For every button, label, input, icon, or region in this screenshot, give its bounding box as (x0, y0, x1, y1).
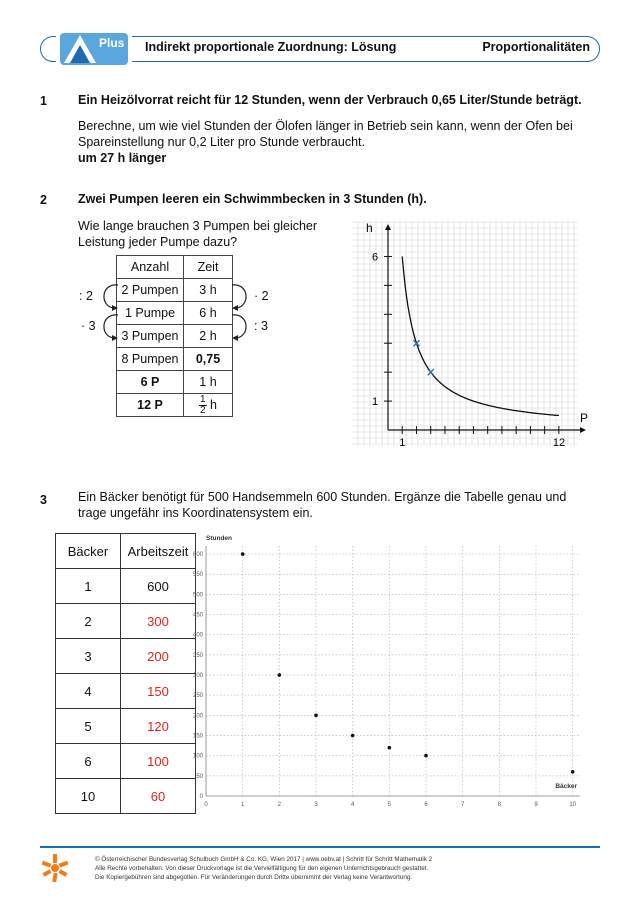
page-topic: Proportionalitäten (482, 40, 590, 54)
task2-number: 2 (40, 193, 47, 207)
x-tick-label: 1 (399, 437, 406, 449)
table-cell: 6 P (117, 371, 184, 394)
arrow-head (112, 305, 118, 311)
y-tick-label: 350 (192, 652, 203, 659)
table-row (117, 279, 233, 302)
y-tick-label: 50 (196, 773, 203, 780)
x-tick-label: 7 (460, 802, 465, 808)
footer-line2: Alle Rechte vorbehalten. Von dieser Druckvorlage ist die Vervielfältigung für den eigenen Unterrichtsgebrauch gestattet. (95, 865, 429, 872)
table-cell-answer: 200 (121, 639, 196, 674)
y-tick-label: 200 (192, 713, 203, 720)
task2-question-line2: Leistung jeder Pumpe dazu? (78, 235, 238, 249)
arrow-curve (232, 285, 246, 308)
footer-line1: © Österreichischer Bundesverlag Schulbuch GmbH & Co. KG, Wien 2017 | www.oebv.at | Schritt für Schritt Mathematik 2 (95, 856, 433, 863)
table-row (117, 348, 233, 371)
y-axis-label: Stunden (206, 535, 232, 542)
table-header-row (56, 534, 196, 569)
footer-line (40, 846, 600, 848)
table-header: Zeit (184, 256, 233, 279)
table-row (56, 709, 196, 744)
y-tick-label: 1 (372, 396, 379, 409)
task3-statement-line2: trage ungefähr ins Koordinatensystem ein. (78, 506, 313, 520)
y-tick-label: 550 (192, 572, 203, 579)
chart-background (350, 212, 590, 452)
arrow-head (112, 335, 118, 341)
footer-text (95, 855, 615, 882)
table-cell-answer: 150 (121, 674, 196, 709)
y-tick-label: 150 (192, 733, 203, 740)
publisher-star-icon (40, 853, 70, 883)
task2-table (116, 255, 233, 417)
data-point (571, 770, 575, 774)
x-tick-label: 8 (497, 802, 502, 808)
table-cell-answer: 300 (121, 604, 196, 639)
x-tick-label: 9 (534, 802, 538, 808)
table-cell: 3 Pumpen (117, 325, 184, 348)
x-tick-label: 0 (204, 802, 208, 808)
table-header: Arbeitszeit (121, 534, 196, 569)
x-tick-label: 5 (387, 802, 392, 808)
y-tick-label: 500 (192, 592, 203, 599)
table-cell: 2 h (184, 325, 233, 348)
table-cell-answer: 120 (121, 709, 196, 744)
table-header: Bäcker (56, 534, 121, 569)
arrow-curve (104, 285, 118, 308)
table-cell: 600 (121, 569, 196, 604)
table-cell-answer: 60 (121, 779, 196, 814)
x-tick-label: 2 (277, 802, 282, 808)
task1-answer: um 27 h länger (78, 151, 167, 165)
table-cell: 5 (56, 709, 121, 744)
table-row (56, 674, 196, 709)
table-cell: 1 h (184, 371, 233, 394)
task3-number: 3 (40, 493, 47, 507)
table-cell: 2 (56, 604, 121, 639)
baker-chart (192, 528, 590, 810)
task1-number: 1 (40, 94, 47, 108)
table-cell-answer: 100 (121, 744, 196, 779)
y-tick-label: 250 (192, 693, 203, 700)
table-row (56, 639, 196, 674)
data-point (388, 746, 392, 750)
pump-chart (350, 212, 590, 452)
right-op-multiply: · 2 (254, 289, 269, 303)
data-point (241, 552, 245, 556)
fraction-denominator: 2 (200, 404, 206, 416)
table-cell: 1 (56, 569, 121, 604)
arrow-head (232, 335, 238, 341)
y-tick-label: 450 (192, 612, 203, 619)
table-row (56, 604, 196, 639)
table-row (56, 744, 196, 779)
y-axis-label: h (366, 221, 373, 235)
footer-line3: Die Kopiergebühren sind abgegolten. Für Veränderungen durch Dritte übernimmt der Verlag keine Verantwortung. (95, 874, 413, 881)
y-tick-label: 400 (192, 632, 203, 639)
table-cell: 12 P (117, 394, 184, 417)
table-cell: 8 Pumpen (117, 348, 184, 371)
table-cell: 3 (56, 639, 121, 674)
task3-statement-line1: Ein Bäcker benötigt für 500 Handsemmeln 600 Stunden. Ergänze die Tabelle genau und (78, 490, 567, 504)
table-row (56, 779, 196, 814)
table-header-row (117, 256, 233, 279)
table-cell: 6 (56, 744, 121, 779)
arrow-curve (104, 315, 118, 338)
right-arrows (226, 275, 266, 345)
x-axis-label: P (580, 411, 589, 425)
task2-question-line1: Wie lange brauchen 3 Pumpen bei gleicher (78, 219, 318, 233)
task2-statement: Zwei Pumpen leeren ein Schwimmbecken in 3 Stunden (h). (78, 192, 427, 206)
x-tick-label: 3 (314, 802, 318, 808)
table-cell: 4 (56, 674, 121, 709)
table-row (117, 371, 233, 394)
logo-text: Plus (99, 36, 125, 50)
y-tick-label: 0 (199, 794, 203, 800)
data-point (314, 714, 318, 718)
table-cell: 10 (56, 779, 121, 814)
table-row (56, 569, 196, 604)
arrow-head (232, 305, 238, 311)
left-op-multiply: · 3 (81, 319, 96, 333)
table-cell: 6 h (184, 302, 233, 325)
task1-question-line1: Berechne, um wie viel Stunden der Ölofen länger in Betrieb sein kann, wenn der Ofen bei (78, 119, 573, 133)
x-tick-label: 6 (424, 802, 428, 808)
page-title: Indirekt proportionale Zuordnung: Lösung (145, 40, 397, 54)
right-op-divide: : 3 (254, 319, 268, 333)
task3-table (55, 533, 196, 814)
data-point (351, 734, 355, 738)
data-point (278, 673, 282, 677)
table-row (117, 325, 233, 348)
x-tick-label: 1 (240, 802, 245, 808)
y-tick-label: 300 (192, 673, 203, 680)
publisher-logo (56, 29, 132, 69)
table-header: Anzahl (117, 256, 184, 279)
table-cell: 2 Pumpen (117, 279, 184, 302)
x-axis-label: Bäcker (555, 783, 577, 790)
y-tick-label: 600 (192, 552, 203, 559)
table-cell: 0,75 (184, 348, 233, 371)
y-tick-label: 100 (192, 753, 203, 760)
data-point (424, 754, 428, 758)
task1-statement: Ein Heizölvorrat reicht für 12 Stunden, wenn der Verbrauch 0,65 Liter/Stunde beträgt. (78, 93, 582, 107)
table-row (117, 302, 233, 325)
fraction-unit: h (210, 397, 217, 412)
x-tick-label: 4 (350, 802, 355, 808)
task1-question-line2: Spareinstellung nur 0,2 Liter pro Stunde verbraucht. (78, 135, 365, 149)
y-tick-label: 6 (372, 251, 379, 264)
left-arrows (60, 275, 120, 345)
x-tick-label: 10 (569, 802, 577, 808)
arrow-curve (232, 315, 246, 338)
x-tick-label: 12 (552, 437, 566, 449)
table-cell-fraction (184, 394, 233, 417)
fraction-numerator: 1 (200, 393, 206, 405)
table-row (117, 394, 233, 417)
table-cell: 1 Pumpe (117, 302, 184, 325)
left-op-divide: : 2 (79, 289, 93, 303)
table-cell: 3 h (184, 279, 233, 302)
